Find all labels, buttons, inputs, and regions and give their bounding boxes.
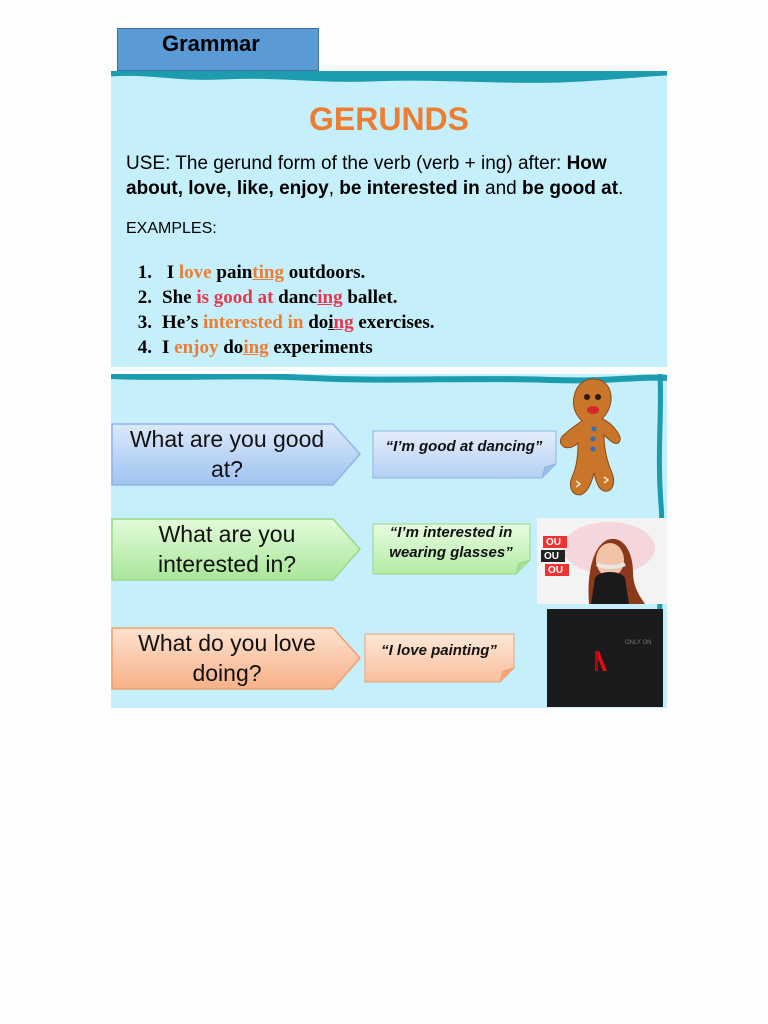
usage-rule-part: USE: The gerund form of the verb (verb + ing) after:: [126, 153, 567, 174]
example-word: She: [162, 287, 197, 308]
usage-rule-part: and: [479, 178, 522, 199]
grammar-tab: [117, 28, 319, 71]
example-word: enjoy: [174, 337, 219, 358]
question-text-2: What are you interested in?: [157, 521, 297, 577]
example-word: ballet.: [342, 287, 398, 308]
grammar-tab-label: Grammar: [162, 31, 260, 56]
usage-rule-part: How about, love, like, enjoy: [126, 153, 607, 199]
dark-video-thumbnail: [547, 609, 663, 707]
example-word: love: [178, 262, 212, 283]
example-word: I: [162, 262, 179, 283]
panel-top-wave: [111, 71, 667, 85]
example-word: exercises.: [353, 312, 435, 333]
example-number: 3.: [137, 312, 152, 333]
example-word: is good at: [196, 287, 274, 308]
example-word: experiments: [268, 337, 373, 358]
example-word: do: [303, 312, 329, 333]
answer-text-3: “I love painting”: [381, 642, 497, 659]
example-word: danc: [273, 287, 318, 308]
example-sentence: [121, 260, 435, 285]
only-on-label: ONLY ON: [625, 640, 652, 646]
answer-text-2: “I’m interested in wearing glasses”: [389, 524, 513, 561]
usage-rule-part: .: [618, 178, 624, 199]
example-number: 2.: [137, 287, 152, 308]
examples-list: [121, 260, 435, 360]
example-word: ing: [243, 337, 269, 358]
usage-rule-part: be interested in: [339, 178, 480, 199]
example-word: I: [162, 337, 175, 358]
gerund-explanation-panel: [111, 71, 667, 367]
girl-glasses-video-thumbnail: [537, 518, 667, 604]
example-word: ng: [333, 312, 354, 333]
example-word: do: [218, 337, 244, 358]
example-sentence: [121, 335, 435, 360]
example-number: 1.: [137, 262, 152, 283]
example-sentence: [121, 310, 435, 335]
example-word: pain: [211, 262, 253, 283]
example-word: He’s: [162, 312, 203, 333]
example-word: ting: [252, 262, 284, 283]
ou-label-2: OU: [544, 551, 559, 562]
examples-label: EXAMPLES:: [126, 220, 217, 237]
gingerbread-man-image: [556, 377, 622, 501]
ou-label-1: OU: [546, 537, 561, 548]
example-word: ing: [317, 287, 343, 308]
example-word: interested in: [202, 312, 304, 333]
question-text-3: What do you love doing?: [138, 630, 316, 686]
example-number: 4.: [137, 337, 152, 358]
question-text-1: What are you good at?: [129, 426, 325, 482]
answer-text-1: “I’m good at dancing”: [385, 438, 543, 455]
usage-rule: [126, 151, 656, 201]
ou-label-3: OU: [548, 565, 563, 576]
example-sentence: [121, 285, 435, 310]
red-logo-mark: [547, 609, 663, 707]
example-word: outdoors.: [283, 262, 366, 283]
example-word: i: [328, 312, 334, 333]
lesson-title: GERUNDS: [308, 101, 469, 137]
usage-rule-part: be good at: [521, 178, 619, 199]
usage-rule-part: ,: [328, 178, 340, 199]
